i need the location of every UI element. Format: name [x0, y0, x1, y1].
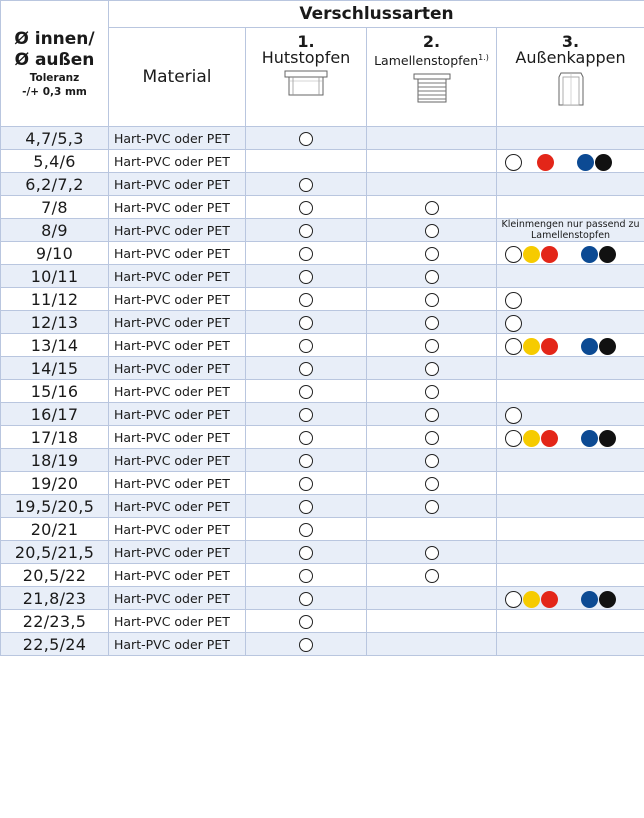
table-row	[1, 173, 644, 196]
material-header: Material	[109, 28, 246, 127]
lamella-plug-cell	[367, 357, 497, 380]
hat-plug-available-marker	[299, 201, 313, 215]
lamella-plug-cell	[367, 196, 497, 219]
hat-plug-cell	[246, 242, 367, 265]
hat-plug-available-marker	[299, 339, 313, 353]
lamella-plug-icon	[412, 72, 452, 104]
lamella-plug-cell	[367, 173, 497, 196]
cap-color-black	[599, 246, 616, 263]
outer-cap-cell	[497, 495, 644, 518]
type1-number: 1.	[297, 32, 315, 51]
outer-cap-cell	[497, 472, 644, 495]
outer-cap-cell	[497, 242, 644, 265]
lamella-plug-cell	[367, 265, 497, 288]
outer-cap-cell	[497, 150, 644, 173]
hat-plug-available-marker	[299, 523, 313, 537]
material-cell: Hart-PVC oder PET	[109, 541, 246, 564]
hat-plug-cell	[246, 610, 367, 633]
material-cell: Hart-PVC oder PET	[109, 426, 246, 449]
cap-color-white	[505, 292, 522, 309]
lamella-plug-cell	[367, 334, 497, 357]
lamella-plug-available-marker	[425, 500, 439, 514]
hat-plug-cell	[246, 472, 367, 495]
diameter-label-outer: Ø außen	[14, 49, 95, 70]
lamella-plug-cell	[367, 380, 497, 403]
lamella-plug-cell	[367, 518, 497, 541]
table-row	[1, 357, 644, 380]
cap-color-yellow	[523, 591, 540, 608]
hat-plug-available-marker	[299, 500, 313, 514]
hat-plug-cell	[246, 380, 367, 403]
outer-cap-cell	[497, 265, 644, 288]
hat-plug-cell	[246, 564, 367, 587]
lamella-plug-available-marker	[425, 477, 439, 491]
hat-plug-cell	[246, 449, 367, 472]
hat-plug-cell	[246, 334, 367, 357]
size-cell: 9/10	[1, 242, 109, 265]
hat-plug-cell	[246, 518, 367, 541]
outer-cap-cell	[497, 564, 644, 587]
hat-plug-available-marker	[299, 362, 313, 376]
hat-plug-available-marker	[299, 592, 313, 606]
size-cell: 15/16	[1, 380, 109, 403]
cap-color-white	[505, 407, 522, 424]
lamella-plug-cell	[367, 403, 497, 426]
lamella-plug-available-marker	[425, 316, 439, 330]
type2-name-wrap	[367, 49, 496, 70]
lamella-plug-cell	[367, 587, 497, 610]
cap-color-red	[541, 338, 558, 355]
hat-plug-available-marker	[299, 569, 313, 583]
material-cell: Hart-PVC oder PET	[109, 242, 246, 265]
diameter-label-inner: Ø innen/	[14, 28, 95, 49]
outer-cap-cell	[497, 196, 644, 219]
hat-plug-available-marker	[299, 247, 313, 261]
size-cell: 5,4/6	[1, 150, 109, 173]
diameter-header	[1, 1, 109, 127]
type3-header	[497, 28, 644, 127]
size-cell: 4,7/5,3	[1, 127, 109, 150]
lamella-plug-available-marker	[425, 362, 439, 376]
type1-name: Hutstopfen	[261, 48, 351, 67]
hat-plug-cell	[246, 403, 367, 426]
cap-color-blue	[581, 246, 598, 263]
material-cell: Hart-PVC oder PET	[109, 150, 246, 173]
lamella-plug-available-marker	[425, 431, 439, 445]
table-body	[1, 127, 644, 656]
table-row	[1, 403, 644, 426]
hat-plug-available-marker	[299, 132, 313, 146]
size-cell: 20/21	[1, 518, 109, 541]
cap-color-yellow	[523, 430, 540, 447]
material-cell: Hart-PVC oder PET	[109, 610, 246, 633]
hat-plug-cell	[246, 265, 367, 288]
cap-color-white	[505, 591, 522, 608]
lamella-plug-cell	[367, 426, 497, 449]
material-cell: Hart-PVC oder PET	[109, 334, 246, 357]
outer-cap-cell	[497, 403, 644, 426]
size-cell: 19/20	[1, 472, 109, 495]
outer-cap-cell	[497, 541, 644, 564]
lamella-plug-cell	[367, 472, 497, 495]
size-cell: 18/19	[1, 449, 109, 472]
hat-plug-available-marker	[299, 615, 313, 629]
outer-cap-cell	[497, 288, 644, 311]
hat-plug-available-marker	[299, 385, 313, 399]
outer-cap-cell	[497, 357, 644, 380]
material-cell: Hart-PVC oder PET	[109, 564, 246, 587]
table-row	[1, 265, 644, 288]
table-row	[1, 196, 644, 219]
table-row	[1, 518, 644, 541]
lamella-plug-cell	[367, 219, 497, 242]
material-cell: Hart-PVC oder PET	[109, 403, 246, 426]
lamella-plug-available-marker	[425, 339, 439, 353]
material-cell: Hart-PVC oder PET	[109, 380, 246, 403]
tolerance-label: Toleranz	[29, 71, 80, 84]
lamella-plug-cell	[367, 127, 497, 150]
lamella-plug-cell	[367, 449, 497, 472]
hat-plug-available-marker	[299, 546, 313, 560]
material-cell: Hart-PVC oder PET	[109, 288, 246, 311]
outer-cap-cell	[497, 518, 644, 541]
hat-plug-cell	[246, 288, 367, 311]
hat-plug-cell	[246, 587, 367, 610]
table-row	[1, 472, 644, 495]
hat-plug-cell	[246, 311, 367, 334]
hat-plug-available-marker	[299, 454, 313, 468]
table-row	[1, 334, 644, 357]
table-row	[1, 242, 644, 265]
material-cell: Hart-PVC oder PET	[109, 265, 246, 288]
hat-plug-cell	[246, 219, 367, 242]
lamella-plug-available-marker	[425, 385, 439, 399]
hat-plug-available-marker	[299, 178, 313, 192]
size-cell: 20,5/22	[1, 564, 109, 587]
tolerance-value: -/+ 0,3 mm	[22, 85, 87, 98]
size-cell: 12/13	[1, 311, 109, 334]
lamella-plug-available-marker	[425, 569, 439, 583]
cap-color-white	[505, 246, 522, 263]
cap-color-blue	[577, 154, 594, 171]
table-row	[1, 449, 644, 472]
material-cell: Hart-PVC oder PET	[109, 449, 246, 472]
outer-cap-cell	[497, 449, 644, 472]
lamella-plug-available-marker	[425, 247, 439, 261]
cap-color-red	[537, 154, 554, 171]
lamella-plug-cell	[367, 541, 497, 564]
outer-cap-cell	[497, 610, 644, 633]
hat-plug-cell	[246, 633, 367, 656]
cap-color-yellow	[523, 338, 540, 355]
lamella-plug-cell	[367, 495, 497, 518]
cap-color-red	[541, 591, 558, 608]
outer-cap-cell	[497, 426, 644, 449]
cap-color-yellow	[523, 246, 540, 263]
cap-color-red	[541, 430, 558, 447]
material-cell: Hart-PVC oder PET	[109, 495, 246, 518]
size-cell: 8/9	[1, 219, 109, 242]
lamella-plug-cell	[367, 564, 497, 587]
lamella-plug-cell	[367, 311, 497, 334]
hat-plug-icon	[283, 69, 329, 97]
table-row	[1, 495, 644, 518]
hat-plug-available-marker	[299, 270, 313, 284]
table-row	[1, 587, 644, 610]
table-row	[1, 288, 644, 311]
outer-cap-cell	[497, 127, 644, 150]
cap-color-white	[505, 430, 522, 447]
closure-types-title: Verschlussarten	[109, 1, 644, 28]
size-cell: 11/12	[1, 288, 109, 311]
cap-color-blue	[581, 591, 598, 608]
size-cell: 20,5/21,5	[1, 541, 109, 564]
cap-color-black	[599, 591, 616, 608]
type2-name: Lamellenstopfen	[374, 53, 479, 69]
material-cell: Hart-PVC oder PET	[109, 219, 246, 242]
outer-cap-cell	[497, 173, 644, 196]
outer-cap-cell	[497, 587, 644, 610]
cap-color-black	[595, 154, 612, 171]
lamella-plug-available-marker	[425, 270, 439, 284]
type2-header	[367, 28, 497, 127]
type2-number: 2.	[422, 32, 441, 51]
table-row	[1, 633, 644, 656]
lamella-plug-available-marker	[425, 224, 439, 238]
size-cell: 14/15	[1, 357, 109, 380]
hat-plug-available-marker	[299, 224, 313, 238]
small-quantities-note: Kleinmengen nur passend zu Lamellenstopfen	[497, 219, 644, 242]
size-cell: 21,8/23	[1, 587, 109, 610]
outer-cap-cell	[497, 311, 644, 334]
hat-plug-available-marker	[299, 431, 313, 445]
table-row	[1, 219, 644, 242]
table-row	[1, 380, 644, 403]
lamella-plug-cell	[367, 242, 497, 265]
type3-number: 3.	[561, 32, 580, 51]
lamella-plug-available-marker	[425, 454, 439, 468]
hat-plug-cell	[246, 541, 367, 564]
lamella-plug-available-marker	[425, 293, 439, 307]
material-cell: Hart-PVC oder PET	[109, 173, 246, 196]
table-row	[1, 564, 644, 587]
material-cell: Hart-PVC oder PET	[109, 127, 246, 150]
outer-cap-cell	[497, 633, 644, 656]
cap-color-white	[505, 154, 522, 171]
hat-plug-cell	[246, 426, 367, 449]
material-cell: Hart-PVC oder PET	[109, 587, 246, 610]
size-cell: 22,5/24	[1, 633, 109, 656]
cap-color-black	[599, 338, 616, 355]
size-cell: 16/17	[1, 403, 109, 426]
cap-color-white	[505, 338, 522, 355]
size-cell: 6,2/7,2	[1, 173, 109, 196]
cap-color-white	[505, 315, 522, 332]
hat-plug-available-marker	[299, 293, 313, 307]
hat-plug-available-marker	[299, 477, 313, 491]
hat-plug-cell	[246, 127, 367, 150]
type3-name: Außenkappen	[515, 48, 626, 67]
table-row	[1, 610, 644, 633]
lamella-plug-cell	[367, 150, 497, 173]
material-cell: Hart-PVC oder PET	[109, 518, 246, 541]
lamella-plug-cell	[367, 610, 497, 633]
lamella-plug-cell	[367, 288, 497, 311]
material-cell: Hart-PVC oder PET	[109, 472, 246, 495]
hat-plug-cell	[246, 495, 367, 518]
cap-color-red	[541, 246, 558, 263]
size-cell: 13/14	[1, 334, 109, 357]
material-cell: Hart-PVC oder PET	[109, 357, 246, 380]
hat-plug-available-marker	[299, 408, 313, 422]
hat-plug-available-marker	[299, 638, 313, 652]
table-row	[1, 150, 644, 173]
size-cell: 7/8	[1, 196, 109, 219]
cap-color-blue	[581, 338, 598, 355]
hat-plug-cell	[246, 196, 367, 219]
table-row	[1, 426, 644, 449]
material-cell: Hart-PVC oder PET	[109, 633, 246, 656]
cap-color-black	[599, 430, 616, 447]
lamella-plug-available-marker	[425, 546, 439, 560]
size-cell: 19,5/20,5	[1, 495, 109, 518]
table-row	[1, 541, 644, 564]
hat-plug-cell	[246, 357, 367, 380]
material-cell: Hart-PVC oder PET	[109, 196, 246, 219]
size-cell: 10/11	[1, 265, 109, 288]
lamella-plug-available-marker	[425, 408, 439, 422]
outer-cap-icon	[553, 69, 589, 109]
lamella-plug-cell	[367, 633, 497, 656]
cap-color-blue	[581, 430, 598, 447]
size-cell: 22/23,5	[1, 610, 109, 633]
hat-plug-cell	[246, 173, 367, 196]
table-row	[1, 127, 644, 150]
hat-plug-available-marker	[299, 316, 313, 330]
material-cell: Hart-PVC oder PET	[109, 311, 246, 334]
lamella-plug-available-marker	[425, 201, 439, 215]
type1-header	[246, 28, 367, 127]
type2-footnote: 1.)	[478, 53, 489, 62]
size-cell: 17/18	[1, 426, 109, 449]
hat-plug-cell	[246, 150, 367, 173]
table-row	[1, 311, 644, 334]
outer-cap-cell	[497, 380, 644, 403]
outer-cap-cell	[497, 334, 644, 357]
